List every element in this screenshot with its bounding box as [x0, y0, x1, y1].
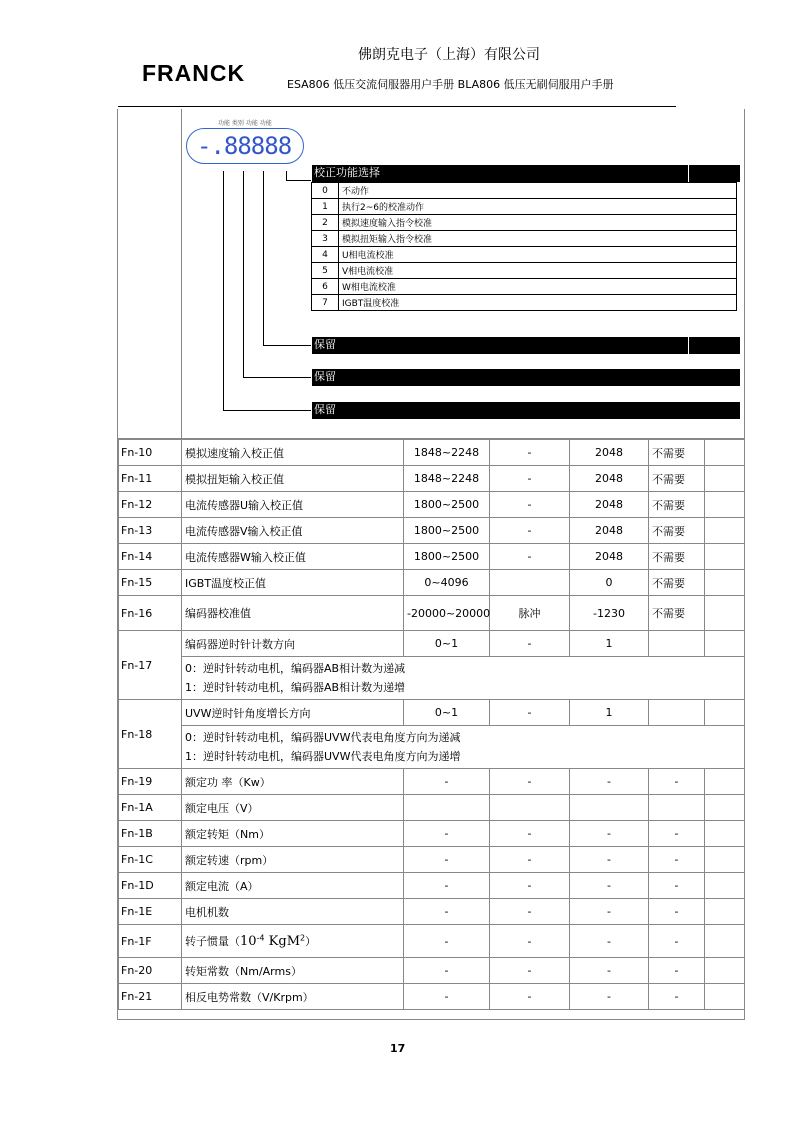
select-title-bar — [312, 165, 740, 182]
option-row: 0 不动作 — [312, 183, 737, 199]
option-row: 3 模拟扭矩输入指令校准 — [312, 231, 737, 247]
table-row — [119, 657, 745, 700]
option-row: 2 模拟速度输入指令校准 — [312, 215, 737, 231]
table-row: Fn-10 模拟速度输入校正值 1848~2248 - 2048 不需要 — [119, 440, 745, 466]
table-row: Fn-17 编码器逆时针计数方向 0~1 - 1 — [119, 631, 745, 657]
table-row: Fn-21 相反电势常数（V/Krpm） - - - - — [119, 984, 745, 1010]
table-row: Fn-20 转矩常数（Nm/Arms） - - - - — [119, 958, 745, 984]
display-caption: 功能 类别 功能 功能 — [218, 120, 272, 127]
option-row: 7 IGBT温度校准 — [312, 295, 737, 311]
function-diagram — [118, 109, 744, 439]
rotor-inertia-label: 转子惯量（$10^{-4}$ KgM$^2$） — [182, 925, 404, 958]
table-row — [119, 726, 745, 769]
table-row: Fn-1F 转子惯量（$10^{-4}$ KgM$^2$） - - - - — [119, 925, 745, 958]
table-row: Fn-1C 额定转速（rpm） - - - - — [119, 847, 745, 873]
select-title: 校正功能选择 — [314, 166, 380, 179]
display-digits: -.88888 — [197, 132, 292, 160]
table-row: Fn-12 电流传感器U输入校正值 1800~2500 - 2048 不需要 — [119, 492, 745, 518]
seven-segment-display — [186, 128, 304, 164]
table-row: Fn-1E 电机机数 - - - - — [119, 899, 745, 925]
table-row: Fn-18 UVW逆时针角度增长方向 0~1 - 1 — [119, 700, 745, 726]
connector-line — [223, 171, 224, 411]
connector-line — [243, 171, 244, 378]
document-subtitle: ESA806 低压交流伺服器用户手册 BLA806 低压无刷伺服用户手册 — [287, 78, 614, 91]
connector-line — [286, 180, 311, 181]
table-row: Fn-11 模拟扭矩输入校正值 1848~2248 - 2048 不需要 — [119, 466, 745, 492]
fn18-description: 0：逆时针转动电机，编码器UVW代表电角度方向为递减 1：逆时针转动电机，编码器UVW代表电角度方向为递增 — [182, 726, 745, 769]
table-row: Fn-19 额定功 率（Kw） - - - - — [119, 769, 745, 795]
option-row: 4 U相电流校准 — [312, 247, 737, 263]
option-row: 5 V相电流校准 — [312, 263, 737, 279]
table-row: Fn-16 编码器校准值 -20000~20000 脉冲 -1230 不需要 — [119, 596, 745, 631]
option-row: 6 W相电流校准 — [312, 279, 737, 295]
diagram-divider — [181, 109, 182, 438]
connector-line — [243, 377, 311, 378]
connector-line — [263, 171, 264, 346]
brand-logo: FRANCK — [142, 60, 246, 86]
reserved-bar: 保留 — [312, 402, 740, 419]
table-row: Fn-15 IGBT温度校正值 0~4096 0 不需要 — [119, 570, 745, 596]
table-row: Fn-14 电流传感器W输入校正值 1800~2500 - 2048 不需要 — [119, 544, 745, 570]
table-row: Fn-13 电流传感器V输入校正值 1800~2500 - 2048 不需要 — [119, 518, 745, 544]
reserved-bar: 保留 — [312, 369, 740, 386]
table-row: Fn-1D 额定电流（A） - - - - — [119, 873, 745, 899]
option-table — [311, 182, 737, 311]
page-number: 17 — [390, 1042, 406, 1055]
table-row: Fn-1B 额定转矩（Nm） - - - - — [119, 821, 745, 847]
option-row: 1 执行2~6的校准动作 — [312, 199, 737, 215]
connector-line — [223, 410, 311, 411]
fn17-description: 0：逆时针转动电机，编码器AB相计数为递减 1：逆时针转动电机，编码器AB相计数为递增 — [182, 657, 745, 700]
parameter-table — [118, 439, 745, 1010]
reserved-bar: 保留 — [312, 337, 740, 354]
company-name: 佛朗克电子（上海）有限公司 — [358, 47, 540, 63]
parameter-table-frame — [117, 109, 745, 1020]
header-divider — [118, 106, 676, 107]
table-row: Fn-1A 额定电压（V） — [119, 795, 745, 821]
connector-line — [263, 345, 311, 346]
